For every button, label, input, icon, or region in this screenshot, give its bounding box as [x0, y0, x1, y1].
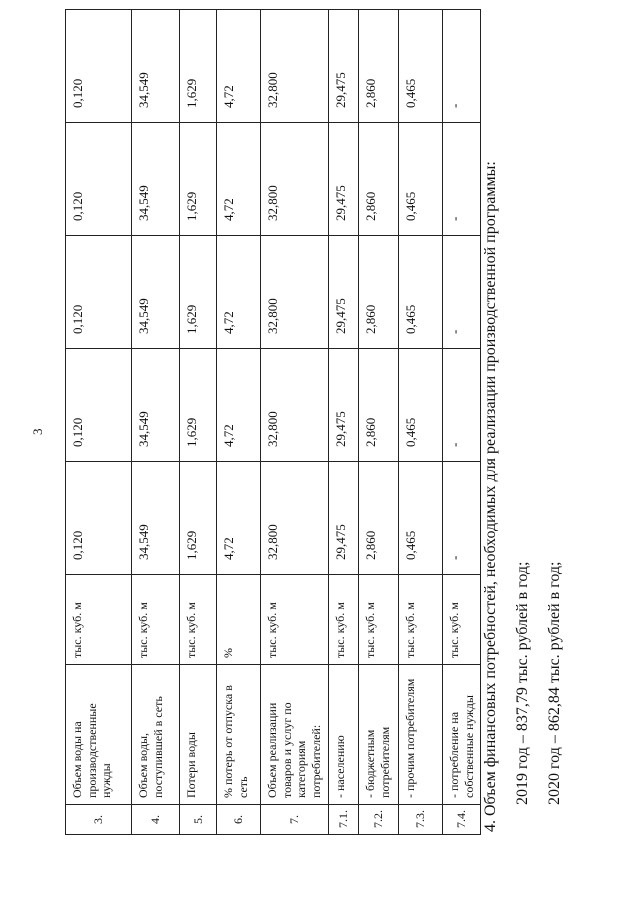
row-value: 4,72 — [217, 236, 261, 349]
row-value: 29,475 — [329, 10, 359, 123]
row-value: 29,475 — [329, 462, 359, 575]
table-row — [443, 10, 481, 835]
row-number: 7.4. — [443, 805, 481, 835]
row-value: 0,120 — [66, 349, 132, 462]
row-name: - населению — [329, 665, 359, 805]
table-row — [329, 10, 359, 835]
table-row — [180, 10, 217, 835]
row-number: 3. — [66, 805, 132, 835]
row-unit: тыс. куб. м — [359, 575, 399, 665]
row-value: 0,465 — [399, 462, 443, 575]
table-row — [261, 10, 329, 835]
water-volume-table — [65, 9, 481, 835]
row-value: 29,475 — [329, 123, 359, 236]
row-value: 0,465 — [399, 236, 443, 349]
table-row — [217, 10, 261, 835]
row-value: 32,800 — [261, 123, 329, 236]
row-value: 0,465 — [399, 10, 443, 123]
row-value: 34,549 — [132, 236, 180, 349]
row-value: 4,72 — [217, 10, 261, 123]
row-value: 34,549 — [132, 10, 180, 123]
row-value: 4,72 — [217, 123, 261, 236]
row-value: 2,860 — [359, 236, 399, 349]
row-name: - потребление на собственные нужды — [443, 665, 481, 805]
row-value: - — [443, 236, 481, 349]
row-value: 1,629 — [180, 10, 217, 123]
row-value: 1,629 — [180, 349, 217, 462]
row-value: 0,120 — [66, 10, 132, 123]
row-unit: % — [217, 575, 261, 665]
row-name: Объем реализации товаров и услуг по категориям потребителей: — [261, 665, 329, 805]
row-unit: тыс. куб. м — [66, 575, 132, 665]
row-value: 1,629 — [180, 236, 217, 349]
row-value: 32,800 — [261, 462, 329, 575]
funding-2020-line: 2020 год – 862,84 тыс. рублей в год; — [546, 561, 563, 805]
row-value: 0,465 — [399, 123, 443, 236]
table-row — [66, 10, 132, 835]
row-value: - — [443, 10, 481, 123]
row-unit: тыс. куб. м — [443, 575, 481, 665]
row-value: 32,800 — [261, 10, 329, 123]
row-value: 0,120 — [66, 236, 132, 349]
row-unit: тыс. куб. м — [329, 575, 359, 665]
row-value: 2,860 — [359, 349, 399, 462]
row-value: 4,72 — [217, 349, 261, 462]
row-value: - — [443, 123, 481, 236]
row-value: 0,465 — [399, 349, 443, 462]
table-row — [359, 10, 399, 835]
row-value: 2,860 — [359, 10, 399, 123]
row-unit: тыс. куб. м — [180, 575, 217, 665]
row-number: 5. — [180, 805, 217, 835]
row-value: - — [443, 349, 481, 462]
row-name: - прочим потребителям — [399, 665, 443, 805]
row-name: % потерь от отпуска в сеть — [217, 665, 261, 805]
row-name: Объем воды, поступившей в сеть — [132, 665, 180, 805]
row-unit: тыс. куб. м — [261, 575, 329, 665]
row-value: 29,475 — [329, 236, 359, 349]
row-value: 0,120 — [66, 462, 132, 575]
row-value: 34,549 — [132, 123, 180, 236]
row-value: 32,800 — [261, 349, 329, 462]
row-number: 4. — [132, 805, 180, 835]
row-value: 2,860 — [359, 123, 399, 236]
row-number: 7.2. — [359, 805, 399, 835]
table-row — [399, 10, 443, 835]
row-number: 7.3. — [399, 805, 443, 835]
row-number: 7. — [261, 805, 329, 835]
row-value: 34,549 — [132, 349, 180, 462]
row-value: 4,72 — [217, 462, 261, 575]
row-value: 1,629 — [180, 462, 217, 575]
row-value: 1,629 — [180, 123, 217, 236]
row-value: 0,120 — [66, 123, 132, 236]
row-number: 6. — [217, 805, 261, 835]
row-unit: тыс. куб. м — [132, 575, 180, 665]
row-unit: тыс. куб. м — [399, 575, 443, 665]
row-name: - бюджетным потребителям — [359, 665, 399, 805]
table-row — [132, 10, 180, 835]
row-value: 29,475 — [329, 349, 359, 462]
row-value: 32,800 — [261, 236, 329, 349]
row-number: 7.1. — [329, 805, 359, 835]
row-name: Объем воды на производственные нужды — [66, 665, 132, 805]
row-value: - — [443, 462, 481, 575]
row-value: 34,549 — [132, 462, 180, 575]
row-name: Потери воды — [180, 665, 217, 805]
page-number: 3 — [30, 428, 45, 435]
section-heading: 4. Объем финансовых потребностей, необходимых для реализации производственной программы: — [482, 161, 499, 832]
row-value: 2,860 — [359, 462, 399, 575]
funding-2019-line: 2019 год – 837,79 тыс. рублей в год; — [514, 561, 531, 805]
